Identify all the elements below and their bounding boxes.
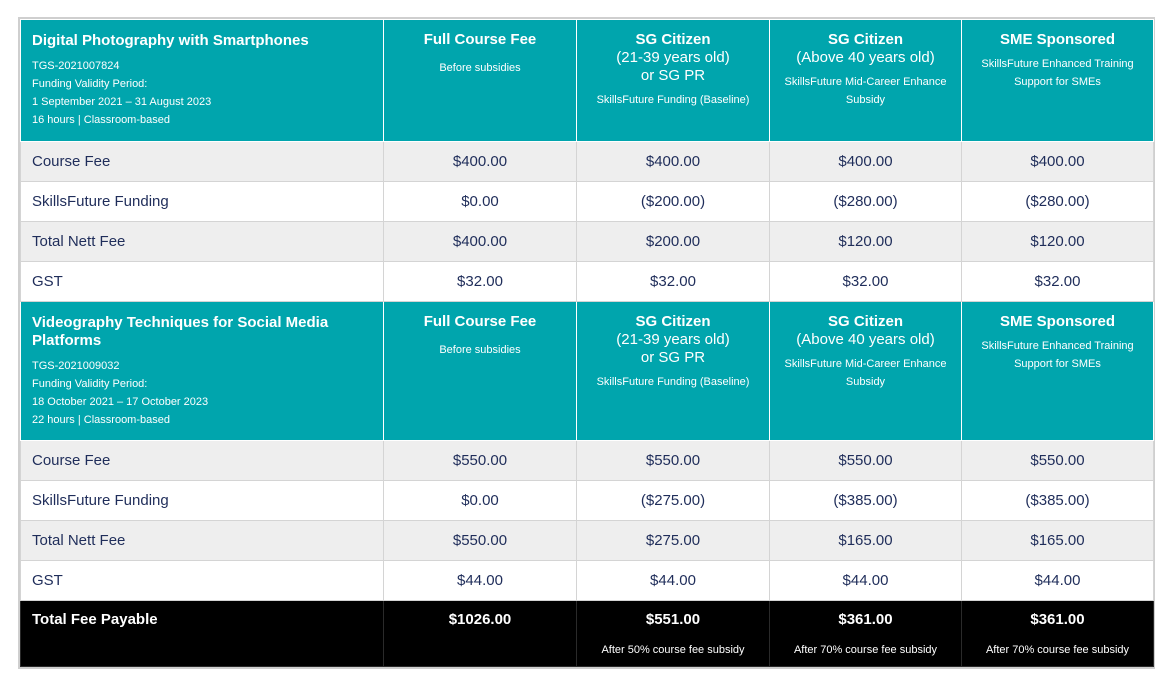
course-info-cell [21,302,384,441]
fee-value-cell: $200.00 [577,222,770,262]
total-fee-note: After 70% course fee subsidy [985,644,1130,656]
course-code: TGS-2021009032 [32,360,120,372]
fee-row [21,262,1154,302]
total-fee-note: After 50% course fee subsidy [601,644,745,656]
fee-value-cell: ($385.00) [770,481,962,521]
total-fee-amount: $1026.00 [448,611,512,628]
course-fee-table [20,19,1154,667]
total-fee-label: Total Fee Payable [21,601,384,667]
column-header-cell [770,20,962,142]
fee-row [21,521,1154,561]
fee-value-cell: $44.00 [962,561,1154,601]
column-note: SkillsFuture Mid-Career Enhance Subsidy [784,76,947,106]
column-note: SkillsFuture Funding (Baseline) [596,376,750,388]
fee-value-cell: $44.00 [577,561,770,601]
column-header-cell [577,302,770,441]
column-note: SkillsFuture Mid-Career Enhance Subsidy [784,358,947,388]
fee-value-cell: ($275.00) [577,481,770,521]
fee-value-cell: $550.00 [384,441,577,481]
column-note: Before subsidies [439,344,521,356]
fee-value-cell: $400.00 [384,222,577,262]
fee-row [21,182,1154,222]
fee-value-cell: $275.00 [577,521,770,561]
fee-value-cell: ($280.00) [962,182,1154,222]
column-note: SkillsFuture Funding (Baseline) [596,94,750,106]
fee-row-label: Total Nett Fee [21,521,384,561]
fee-value-cell: ($200.00) [577,182,770,222]
column-title: SG Citizen [635,31,711,48]
fee-row-label: SkillsFuture Funding [21,182,384,222]
column-title: SG Citizen [827,31,903,48]
fee-row-label: Total Nett Fee [21,222,384,262]
total-fee-row [21,601,1154,667]
column-title: SG Citizen [635,313,711,330]
fee-value-cell: $32.00 [577,262,770,302]
fee-value-cell: $0.00 [384,481,577,521]
fee-value-cell: ($385.00) [962,481,1154,521]
funding-validity-period: 1 September 2021 – 31 August 2023 [32,96,212,108]
course-header-row [21,302,1154,441]
fee-value-cell: $32.00 [962,262,1154,302]
fee-value-cell: $550.00 [577,441,770,481]
fee-value-cell: $550.00 [770,441,962,481]
fee-value-cell: $550.00 [962,441,1154,481]
column-header-cell [962,20,1154,142]
course-title: Videography Techniques for Social Media Platforms [32,314,329,349]
fee-row-label: GST [21,262,384,302]
total-fee-amount: $361.00 [1030,611,1085,628]
column-title: Full Course Fee [423,313,537,330]
column-header-cell [577,20,770,142]
fee-row [21,481,1154,521]
funding-validity-label: Funding Validity Period: [32,378,148,390]
fee-value-cell: $120.00 [962,222,1154,262]
total-fee-note: After 70% course fee subsidy [793,644,938,656]
course-hours: 22 hours | Classroom-based [32,414,170,426]
column-title: SG Citizen [827,313,903,330]
fee-row [21,222,1154,262]
total-fee-amount: $551.00 [645,611,701,628]
column-header-cell [962,302,1154,441]
fee-value-cell: $32.00 [384,262,577,302]
fee-value-cell: $0.00 [384,182,577,222]
column-title: SME Sponsored [999,313,1115,330]
fee-row-label: GST [21,561,384,601]
fee-value-cell: $32.00 [770,262,962,302]
total-fee-cell [384,601,577,667]
funding-validity-period: 18 October 2021 – 17 October 2023 [32,396,209,408]
fee-value-cell: $550.00 [384,521,577,561]
fee-row [21,142,1154,182]
column-header-cell [384,20,577,142]
fee-row-label: SkillsFuture Funding [21,481,384,521]
fee-row-label: Course Fee [21,441,384,481]
total-fee-cell [962,601,1154,667]
course-header-row [21,20,1154,142]
fee-value-cell: $400.00 [962,142,1154,182]
fee-value-cell: $400.00 [577,142,770,182]
course-code: TGS-2021007824 [32,60,120,72]
course-info-cell [21,20,384,142]
fee-row [21,441,1154,481]
course-title: Digital Photography with Smartphones [32,32,309,49]
column-title: SME Sponsored [999,31,1115,48]
fee-value-cell: $165.00 [962,521,1154,561]
fee-value-cell: $400.00 [770,142,962,182]
column-subtitle: (Above 40 years old) [796,331,935,348]
column-note: SkillsFuture Enhanced Training Support for SMEs [981,340,1134,370]
column-note: SkillsFuture Enhanced Training Support for SMEs [981,58,1134,88]
course-fee-table-body [21,20,1154,667]
funding-validity-label: Funding Validity Period: [32,78,148,90]
fee-row [21,561,1154,601]
fee-value-cell: $44.00 [384,561,577,601]
fee-value-cell: $44.00 [770,561,962,601]
column-subtitle: (Above 40 years old) [796,49,935,66]
fee-value-cell: $165.00 [770,521,962,561]
total-fee-cell [770,601,962,667]
total-fee-cell [577,601,770,667]
fee-value-cell: ($280.00) [770,182,962,222]
fee-row-label: Course Fee [21,142,384,182]
column-title: Full Course Fee [423,31,537,48]
column-subtitle: (21-39 years old) or SG PR [616,331,730,366]
total-fee-amount: $361.00 [838,611,893,628]
column-header-cell [384,302,577,441]
fee-value-cell: $120.00 [770,222,962,262]
fee-value-cell: $400.00 [384,142,577,182]
column-subtitle: (21-39 years old) or SG PR [616,49,730,84]
column-note: Before subsidies [439,62,521,74]
column-header-cell [770,302,962,441]
course-hours: 16 hours | Classroom-based [32,114,170,126]
